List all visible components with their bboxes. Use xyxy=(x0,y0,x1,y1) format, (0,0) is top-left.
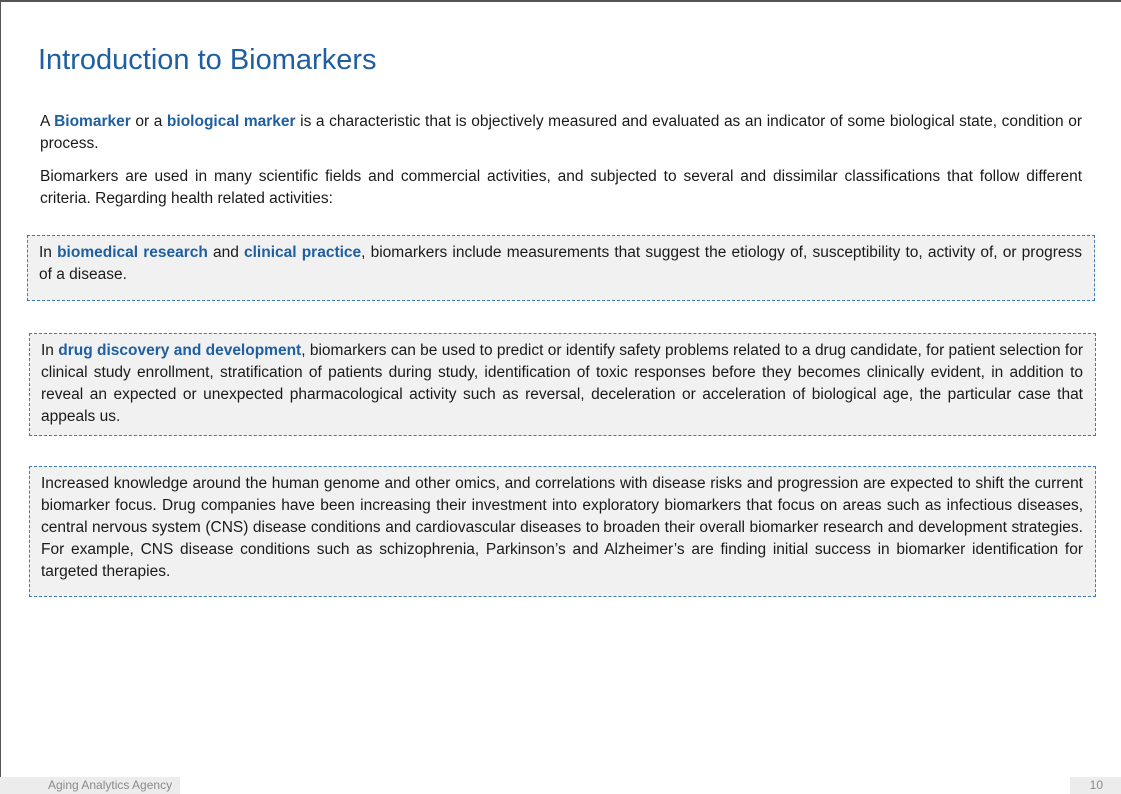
callout-box-omics xyxy=(29,466,1096,597)
intro-text-3: is a characteristic that is objectively measured and evaluated as an indicator of some biological state, condition or process. xyxy=(40,113,1082,152)
callout-drug-text xyxy=(41,340,1083,428)
callout-omics-text: Increased knowledge around the human genome and other omics, and correlations with disease risks and progression are expected to shift the current biomarker focus. Drug companies have been increasing their investment into exploratory biomarkers that focus on areas such as infectious diseases, central nervous system (CNS) disease conditions and cardiovascular diseases to broaden their overall biomarker research and development strategies. For example, CNS disease conditions such as schizophrenia, Parkinson’s and Alzheimer’s are finding initial success in biomarker identification for targeted therapies. xyxy=(41,475,1083,580)
footer-brand: Aging Analytics Agency xyxy=(0,777,180,794)
research-text-2: and xyxy=(207,244,244,261)
page-number: 10 xyxy=(1070,777,1121,794)
highlight-biological-marker: biological marker xyxy=(166,113,296,130)
intro-paragraph-usage: Biomarkers are used in many scientific fields and commercial activities, and subjected to several and dissimilar classifications that follow different criteria. Regarding health related activities: xyxy=(40,168,1082,207)
highlight-clinical-practice: clinical practice xyxy=(244,244,362,261)
intro-text-2: or a xyxy=(130,113,167,130)
highlight-biomarker: Biomarker xyxy=(54,113,131,130)
highlight-drug-discovery: drug discovery and development xyxy=(58,342,302,359)
drug-text-2: , biomarkers can be used to predict or identify safety problems related to a drug candidate, for patient selection for clinical study enrollment, stratification of patients during study, identification of toxic responses before they becomes clinically evident, in addition to reveal an expected or unexpected pharmacological activity such as reversal, deceleration or acceleration of biological age, the particular case that appeals us. xyxy=(41,342,1083,425)
intro-paragraph-definition xyxy=(40,111,1082,155)
callout-box-drug-discovery xyxy=(29,333,1096,436)
intro-text-1: A xyxy=(40,113,55,130)
drug-text-1: In xyxy=(41,342,59,359)
page-title: Introduction to Biomarkers xyxy=(38,44,377,76)
research-text-3: , biomarkers include measurements that suggest the etiology of, susceptibility to, activity of, or progress of a disease. xyxy=(39,244,1082,283)
callout-research-text xyxy=(39,242,1082,286)
callout-box-research xyxy=(27,235,1095,301)
research-text-1: In xyxy=(39,244,58,261)
highlight-biomedical-research: biomedical research xyxy=(57,244,208,261)
